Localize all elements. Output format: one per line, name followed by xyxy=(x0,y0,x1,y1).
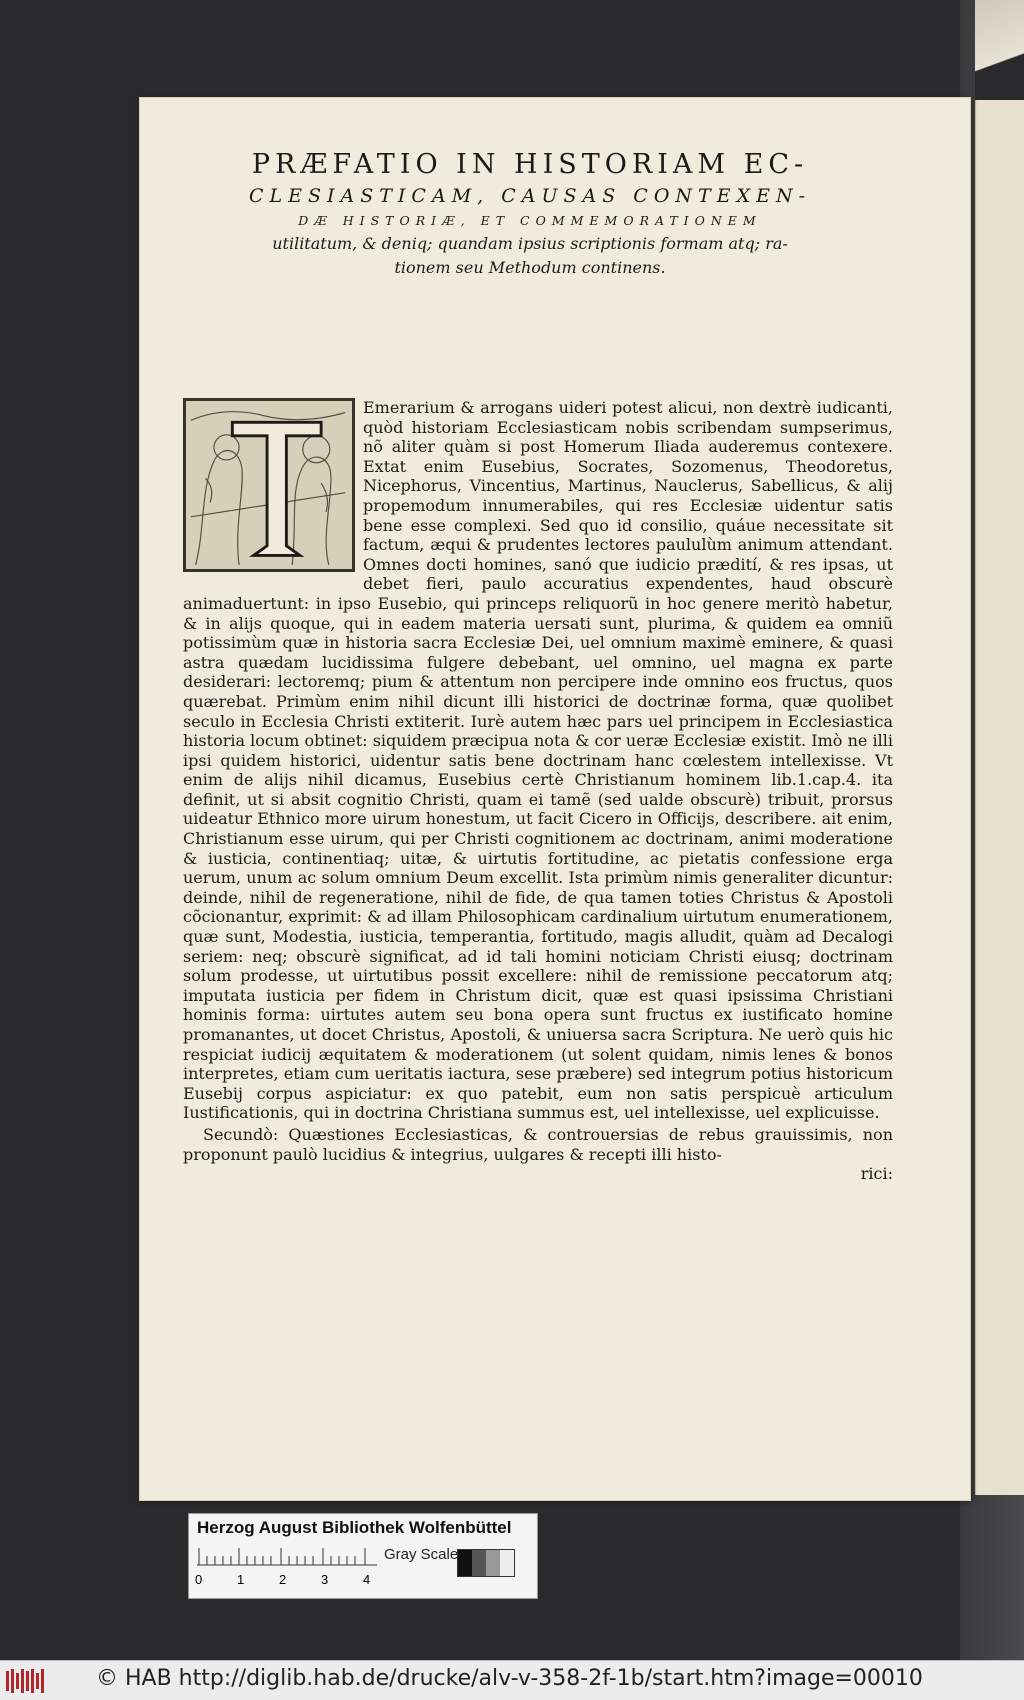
paragraph-2: Secundò: Quæstiones Ecclesiasticas, & controuersias de rebus grauissimis, non proponunt paulò lucidius & integrius, uulgares & recepti illi histo- xyxy=(183,1124,893,1164)
title-line-3: DÆ HISTORIÆ, ET COMMEMORATIONEM xyxy=(298,213,762,228)
footer-url: © HAB http://diglib.hab.de/drucke/alv-v-358-2f-1b/start.htm?image=00010 xyxy=(96,1666,923,1691)
footer-bar xyxy=(0,1660,1024,1700)
page-fold xyxy=(975,0,1024,100)
color-reference-card xyxy=(188,1513,538,1599)
ruler-icon xyxy=(197,1546,377,1566)
gray-scale-swatch xyxy=(457,1549,515,1577)
paragraph-1: Emerarium & arrogans uideri potest alicui, non dextrè iudicanti, quòd historiam Ecclesiasticam nobis scribendam sumpserimus, nõ aliter quàm si post Homerum Iliada auderemus contexere. Extat enim Eusebius, Socrates, Sozomenus, Theodoretus, Nicephorus, Vincentius, Martinus, Nauclerus, Sabellicus, & alij propemodum innumerabiles, qui res Ecclesiæ uidentur satis bene esse complexi. Sed quo id consilio, quáue necessitate sit factum, æqui & prudentes lectores paululùm animum attendant. Omnes docti homines, sanó que iudicio prædití, & res ipsas, ut debet fieri, paulo accuratius expendentes, haud obscurè animaduertunt: in ipso Eusebio, qui princeps reliquorũ in hoc genere meritò habetur, & in alijs quoque, qui in eadem materia uersati sunt, plurima, & quidem ea omniũ potissimùm quæ in historia sacra Ecclesiæ Dei, uel omnium maximè eminere, & quasi astra quædam lucidissima fulgere debebant, uel omnino, uel magna ex parte desiderari: lectoremq; pium & attentum non percipere inde omnino eos fructus, quos quærebat. Primùm enim nihil dicunt illi historici de doctrinæ forma, quæ quolibet seculo in Ecclesia Christi extiterit. Iurè autem hæc pars uel principem in Ecclesiastica historia locum obtinet: siquidem præcipua nota & cor ueræ Ecclesiæ existit. Imò ne illi ipsi quidem historici, uidentur satis bene doctrinam hanc cœlestem intellexisse. Vt enim de alijs nihil dicamus, Eusebius certè Christianum hominem lib.1.cap.4. ita definit, ut si absit cognitio Christi, quam ei tamẽ (sed ualde obscurè) tribuit, prorsus uideatur Ethnico more uirum honestum, ut facit Cicero in Officijs, describere. ait enim, Christianum esse uirum, qui per Christi cognitionem ac doctrinam, animi moderatione & iusticia, continentiaq; uitæ, & uirtutis fortitudine, ac pietatis confessione erga uerum, unum ac solum omnium Deum excellit. Ista primùm nimis generaliter dicuntur: deinde, nihil de regeneratione, nihil de fide, de qua tamen toties Christus & Apostoli cõcionantur, exprimit: & ad illam Philosophicam cardinalium uirtutum enumerationem, quæ sunt, Modestia, iusticia, temperantia, fortitudo, magis alludit, quàm ad Decalogi seriem: neq; obscurè significat, ad id tali homini noticiam Christi eiusq; doctrinam solum prodesse, ut uirtutibus possit excellere: nihil de remissione peccatorum atq; imputata iusticia per fidem in Christum dicit, quæ est quasi ipsissima Christiani hominis forma: uirtutes autem seu bona opera sunt fructus ex iustificato homine promanantes, ut docet Christus, Apostoli, & uniuersa sacra Scriptura. Ne uerò quis hic respiciat iudicij æquitatem & moderationem (ut solent quidam, nimis lenes & bonos interpretes, etiam cum ueritatis iactura, sese præbere) sed integrum potius historicum Eusebij corpus aspiciatur: ex quo patebit, eum non satis perspicuè articulum Iustificationis, qui in doctrina Christiana summus est, uel intellexisse, uel explicuisse. xyxy=(183,398,893,1123)
ruler-number-1: 1 xyxy=(237,1572,245,1587)
title-line-4: utilitatum, & deniq; quandam ipsius scriptionis formam atq; ra- xyxy=(272,234,788,253)
next-page-edge xyxy=(975,100,1024,1495)
woodcut-initial-icon xyxy=(186,401,352,569)
title-line-5: tionem seu Methodum continens. xyxy=(394,258,666,277)
title-line-1: PRÆFATIO IN HISTORIAM EC- xyxy=(251,149,809,180)
ruler-number-0: 0 xyxy=(195,1572,203,1587)
ruler-number-2: 2 xyxy=(279,1572,287,1587)
title-line-2: CLESIASTICAM, CAUSAS CONTEXEN- xyxy=(248,185,812,207)
decorated-initial xyxy=(183,398,355,572)
ruler-numbers xyxy=(195,1572,375,1590)
catchword: rici: xyxy=(860,1164,893,1184)
library-name: Herzog August Bibliothek Wolfenbüttel xyxy=(197,1518,512,1537)
title-block xyxy=(160,148,900,280)
body-text xyxy=(183,398,893,1184)
ruler-number-3: 3 xyxy=(321,1572,329,1587)
gray-scale-label: Gray Scale xyxy=(384,1546,459,1563)
hab-logo-icon xyxy=(6,1667,46,1695)
ruler-number-4: 4 xyxy=(363,1572,371,1587)
